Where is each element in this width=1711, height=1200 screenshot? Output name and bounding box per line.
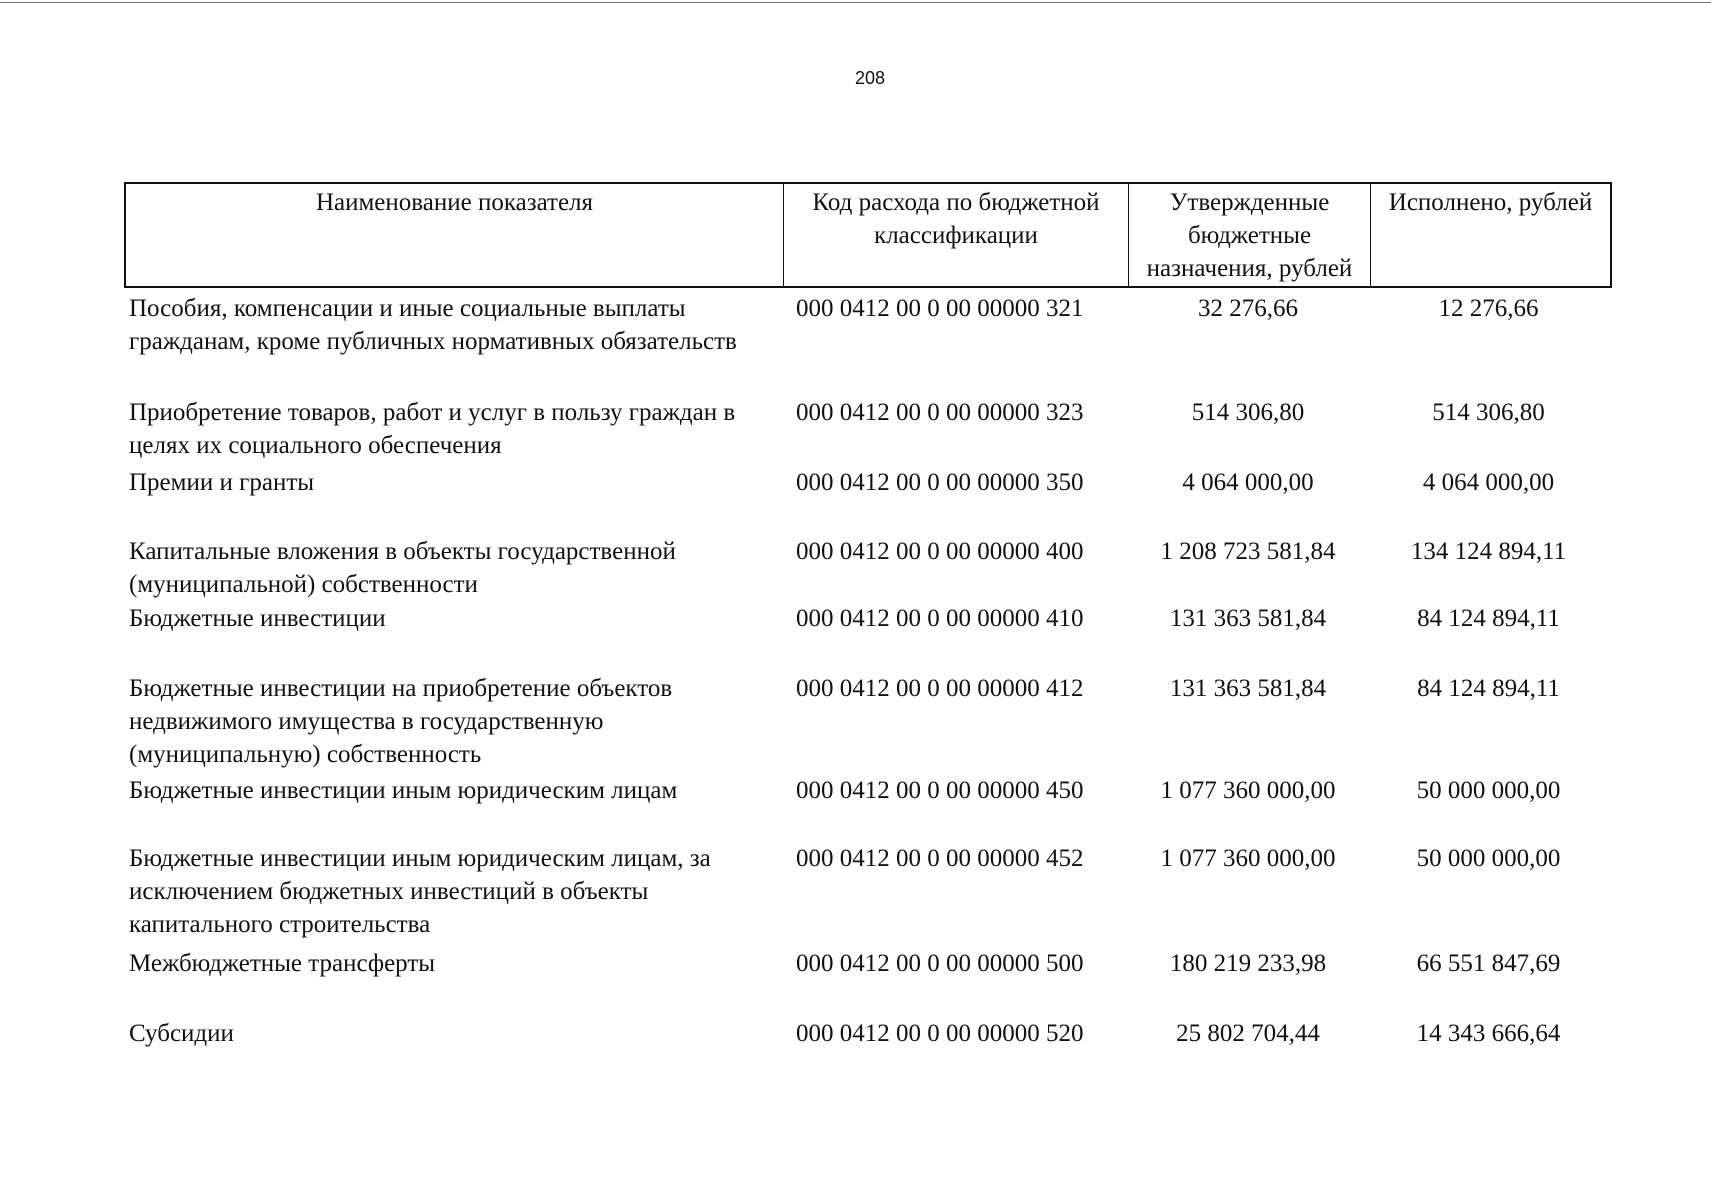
- table-row: [124, 292, 1612, 358]
- table-row: [124, 466, 1612, 499]
- row-executed: 66 551 847,69: [1416, 950, 1561, 977]
- row-code: 000 0412 00 0 00 00000 400: [796, 538, 1084, 565]
- table-row: [124, 672, 1612, 771]
- row-name: Бюджетные инвестиции на приобретение объектов недвижимого имущества в государственную (муниципальную) собственность: [129, 675, 673, 768]
- table-header: [124, 182, 1612, 288]
- row-approved: 1 077 360 000,00: [1160, 777, 1336, 804]
- row-executed: 50 000 000,00: [1416, 845, 1561, 872]
- row-name: Субсидии: [129, 1020, 234, 1047]
- row-name: Бюджетные инвестиции иным юридическим лицам: [129, 777, 678, 804]
- table-row: [124, 1017, 1612, 1050]
- row-code: 000 0412 00 0 00 00000 410: [796, 605, 1084, 632]
- row-name: Капитальные вложения в объекты государственной (муниципальной) собственности: [129, 538, 676, 598]
- table-row: [124, 774, 1612, 807]
- row-executed: 12 276,66: [1438, 295, 1539, 322]
- row-code: 000 0412 00 0 00 00000 321: [796, 295, 1084, 322]
- row-executed: 134 124 894,11: [1410, 538, 1567, 565]
- row-name: Бюджетные инвестиции: [129, 605, 386, 632]
- row-executed: 4 064 000,00: [1422, 469, 1555, 496]
- table-row: [124, 396, 1612, 462]
- row-executed: 14 343 666,64: [1416, 1020, 1561, 1047]
- row-executed: 84 124 894,11: [1417, 675, 1560, 702]
- table-row: [124, 947, 1612, 980]
- row-approved: 514 306,80: [1191, 399, 1305, 426]
- row-executed: 514 306,80: [1432, 399, 1545, 426]
- row-name: Пособия, компенсации и иные социальные выплаты гражданам, кроме публичных нормативных обязательств: [129, 295, 737, 355]
- row-executed: 84 124 894,11: [1417, 605, 1560, 632]
- row-code: 000 0412 00 0 00 00000 412: [796, 675, 1084, 702]
- row-code: 000 0412 00 0 00 00000 450: [796, 777, 1084, 804]
- header-name: Наименование показателя: [126, 184, 784, 286]
- row-approved: 4 064 000,00: [1182, 469, 1314, 496]
- row-code: 000 0412 00 0 00 00000 520: [796, 1020, 1084, 1047]
- row-code: 000 0412 00 0 00 00000 350: [796, 469, 1084, 496]
- table-row: [124, 535, 1612, 601]
- header-approved: Утвержденные бюджетные назначения, рублей: [1129, 184, 1371, 286]
- row-approved: 25 802 704,44: [1176, 1020, 1320, 1047]
- row-code: 000 0412 00 0 00 00000 323: [796, 399, 1084, 426]
- row-approved: 180 219 233,98: [1169, 950, 1327, 977]
- row-approved: 1 077 360 000,00: [1160, 845, 1336, 872]
- header-code: Код расхода по бюджетной классификации: [784, 184, 1129, 286]
- table-row: [124, 602, 1612, 635]
- row-name: Межбюджетные трансферты: [129, 950, 436, 977]
- row-approved: 131 363 581,84: [1169, 605, 1327, 632]
- row-code: 000 0412 00 0 00 00000 452: [796, 845, 1084, 872]
- row-executed: 50 000 000,00: [1416, 777, 1561, 804]
- page-number: 208: [854, 68, 886, 88]
- row-approved: 1 208 723 581,84: [1160, 538, 1336, 565]
- row-code: 000 0412 00 0 00 00000 500: [796, 950, 1084, 977]
- row-name: Приобретение товаров, работ и услуг в пользу граждан в целях их социального обеспечения: [129, 399, 736, 459]
- row-approved: 32 276,66: [1198, 295, 1298, 322]
- row-approved: 131 363 581,84: [1169, 675, 1327, 702]
- table-row: [124, 842, 1612, 941]
- header-executed: Исполнено, рублей: [1388, 189, 1593, 216]
- page-top-border: [0, 2, 1711, 3]
- row-name: Бюджетные инвестиции иным юридическим лицам, за исключением бюджетных инвестиций в объекты капитального строительства: [129, 845, 711, 938]
- row-name: Премии и гранты: [129, 469, 315, 496]
